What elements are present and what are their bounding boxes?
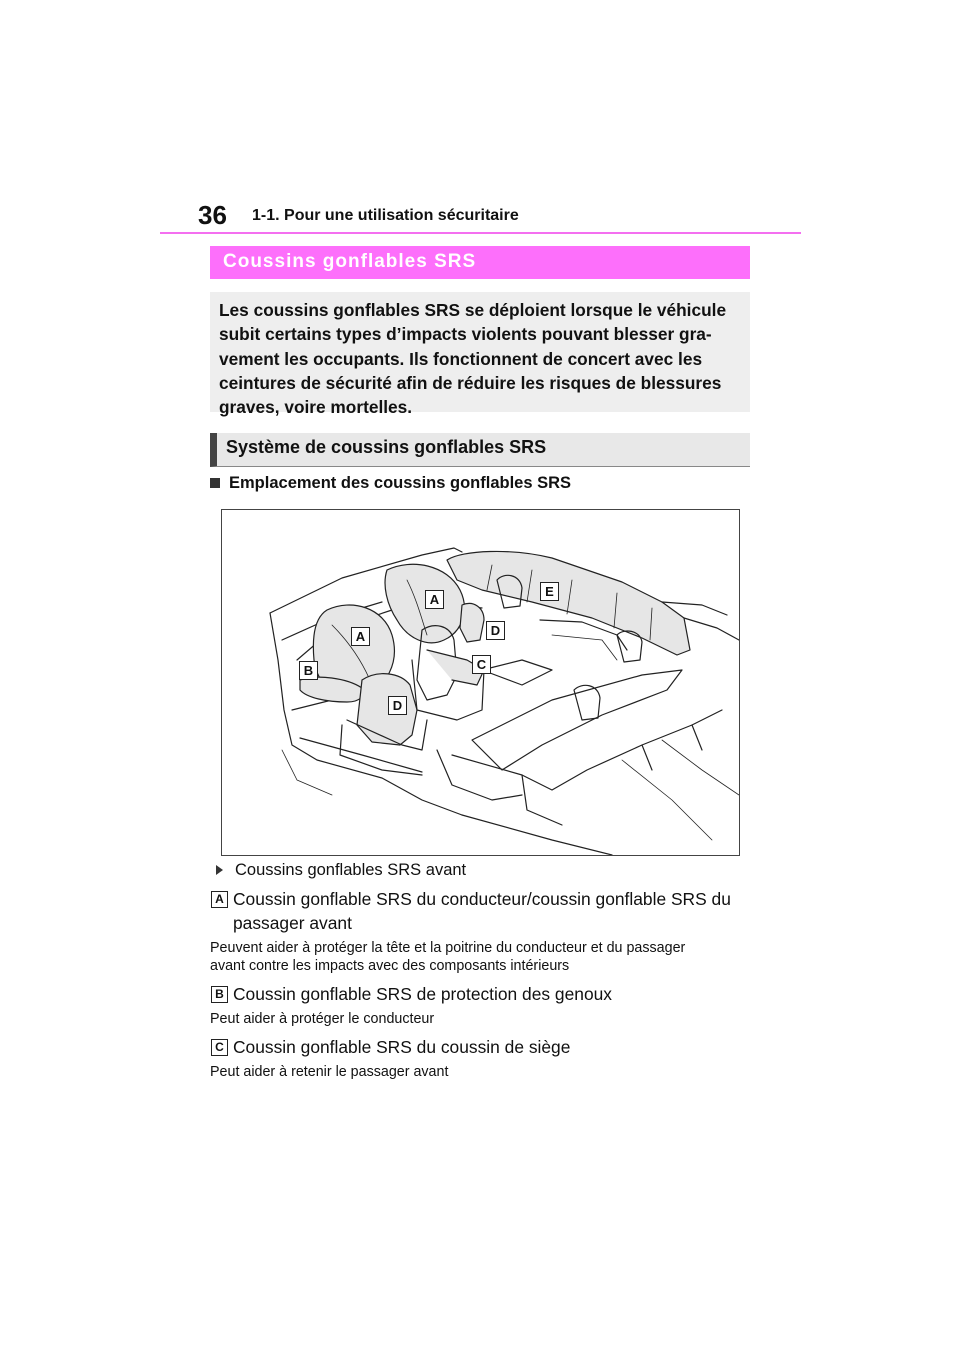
item-text: Coussin gonflable SRS du conducteur/coussin gonflable SRS du <box>233 889 731 909</box>
intro-line: Les coussins gonflables SRS se déploient lorsque le véhicule <box>219 300 727 320</box>
callout-label: B <box>299 661 318 680</box>
item-letter-c: C <box>211 1039 228 1056</box>
page-number: 36 <box>198 200 227 230</box>
callout-label: A <box>425 590 444 609</box>
intro-line: subit certains types d’impacts violents pouvant blesser gra- <box>219 324 712 345</box>
vehicle-interior-illustration <box>222 510 739 855</box>
airbag-location-figure <box>221 509 740 856</box>
item-letter-b: B <box>211 986 228 1003</box>
item-description: Peut aider à retenir le passager avant <box>210 1064 449 1080</box>
intro-line: ceintures de sécurité afin de réduire les risques de blessures <box>219 372 722 393</box>
intro-line: graves, voire mortelles. <box>219 397 413 418</box>
callout-label: C <box>472 655 491 674</box>
callout-label: A <box>351 627 370 646</box>
square-bullet-icon <box>210 478 220 488</box>
item-description: avant contre les impacts avec des composants intérieurs <box>210 958 570 974</box>
callout-label: D <box>388 696 407 715</box>
item-text: Coussin gonflable SRS de protection des genoux <box>233 984 612 1004</box>
triangle-bullet-icon <box>216 865 223 875</box>
item-text: passager avant <box>233 913 352 933</box>
callout-label: D <box>486 621 505 640</box>
item-description: Peut aider à protéger le conducteur <box>210 1011 435 1027</box>
header-divider <box>160 232 801 234</box>
subsection-title: Système de coussins gonflables SRS <box>210 433 750 467</box>
intro-line: vement les occupants. Ils fonctionnent de concert avec les <box>219 348 703 369</box>
bullet-heading <box>210 474 571 493</box>
callout-label: E <box>540 582 559 601</box>
item-letter-a: A <box>211 891 228 908</box>
group-heading <box>216 861 466 880</box>
item-description: Peuvent aider à protéger la tête et la poitrine du conducteur et du passager <box>210 940 686 956</box>
intro-box <box>210 292 750 418</box>
bullet-heading-text: Emplacement des coussins gonflables SRS <box>229 474 572 492</box>
section-header: 1-1. Pour une utilisation sécuritaire <box>252 207 519 224</box>
page-title: Coussins gonflables SRS <box>210 246 750 279</box>
group-heading-text: Coussins gonflables SRS avant <box>235 861 467 879</box>
item-text: Coussin gonflable SRS du coussin de siège <box>233 1037 571 1057</box>
